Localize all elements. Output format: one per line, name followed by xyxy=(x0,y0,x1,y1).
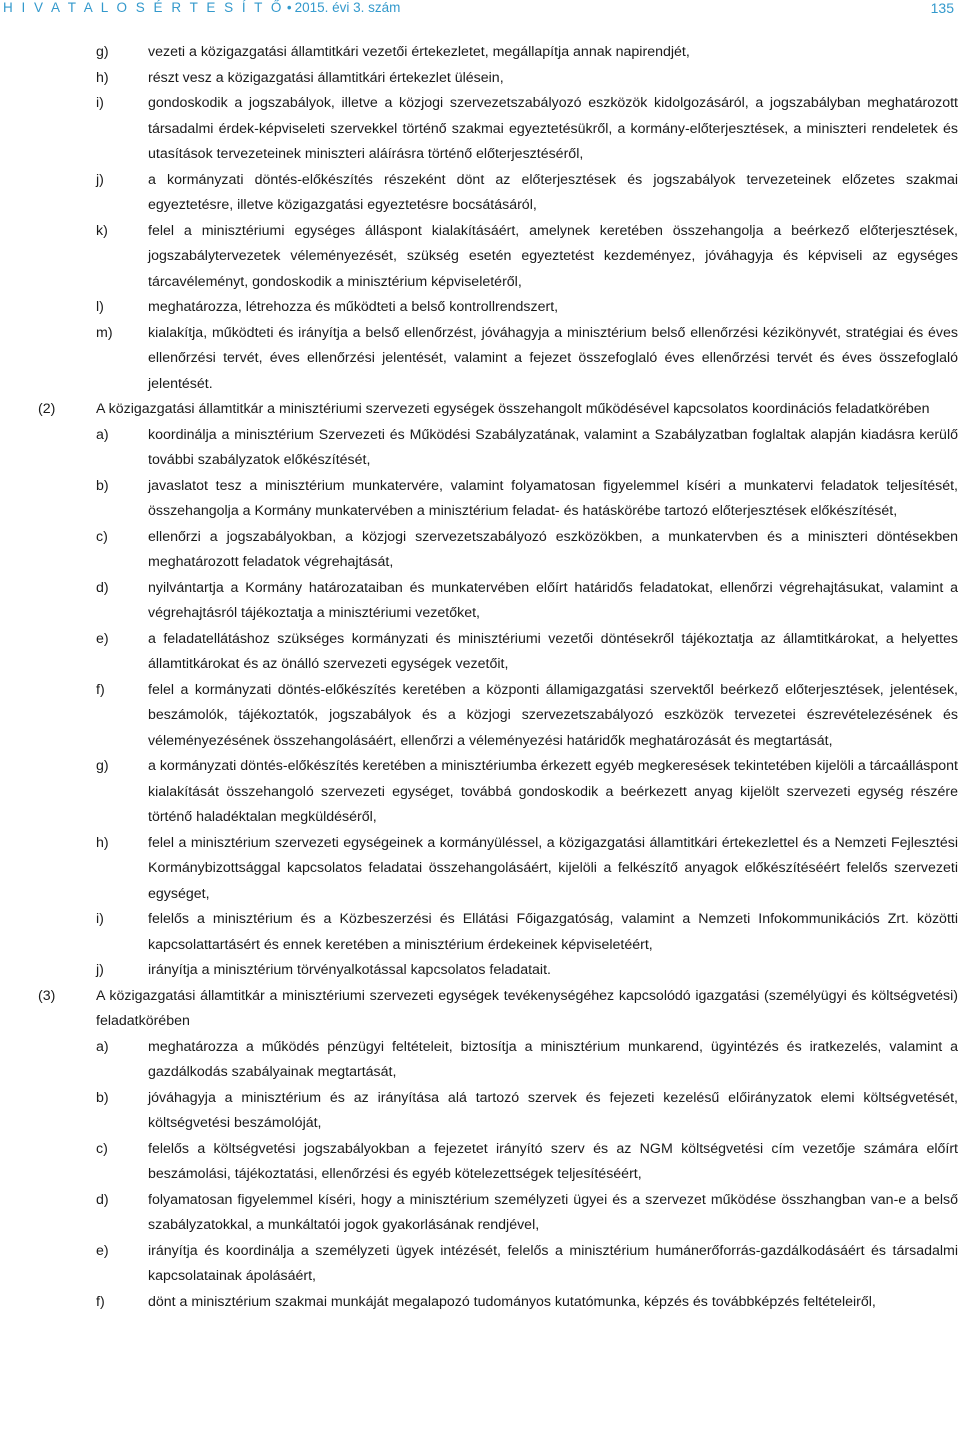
list-item-text: kialakítja, működteti és irányítja a belső ellenőrzést, jóváhagyja a minisztérium belső ellenőrzési kézikönyvét, stratégiai és éves ellenőrzési tervét, éves ellenőrzési jelentését, valamint a fejezet összefoglaló éves ellenőrzési tervét és éves összefoglaló jelentését. xyxy=(148,324,958,392)
list-item-label: l) xyxy=(96,299,104,315)
document-body xyxy=(0,40,960,1315)
list-item xyxy=(0,1086,960,1137)
list-item-text: irányítja a minisztérium törvényalkotással kapcsolatos feladatait. xyxy=(148,962,551,978)
list-item-text: gondoskodik a jogszabályok, illetve a közjogi szervezetszabályozó eszközök kidolgozásáról, a jogszabályban meghatározott társadalmi érdek-képviseleti szervekkel történő szakmai egyeztetésükről, a kormány-előterjesztések, a miniszteri rendeletek és utasítások tervezeteinek miniszteri aláírásra történő előterjesztéséről, xyxy=(148,95,958,162)
list-item-label: j) xyxy=(96,962,104,978)
page-header xyxy=(0,0,960,22)
list-item-label: b) xyxy=(96,477,109,494)
list-item-label: a) xyxy=(96,1038,109,1055)
list-item-label: e) xyxy=(96,630,109,647)
issue-number: 2015. évi 3. szám xyxy=(294,0,401,15)
list-item xyxy=(0,627,960,678)
list-item-label: g) xyxy=(96,44,109,60)
list-item-text: felel a minisztériumi egységes álláspont kialakításáért, amelynek keretében összehangolja a beérkező előterjesztések, jogszabálytervezetek véleményezését, szükség esetén egyeztetést kezdeményez, jóváhagyja és képviseli az egységes tárcavéleményt, gondoskodik a minisztérium képviseletéről, xyxy=(148,222,958,290)
list-item xyxy=(0,1188,960,1239)
list-item-text: felel a minisztérium szervezeti egységeinek a kormányüléssel, a közigazgatási államtitkári értekezlettel és a Nemzeti Fejlesztési Kormánybizottsággal kapcsolatos feladatai összehangolásáért, kijelöli a felkészítő anyagok előkészítéséért felelős szervezeti egységet, xyxy=(148,834,958,902)
list-item-label: m) xyxy=(96,324,113,341)
list-item-text: a feladatellátáshoz szükséges kormányzati és minisztériumi vezetői döntésekről tájékoztatja az államtitkárokat, a helyettes államtitkárokat és az önálló szervezeti egységek vezetőit, xyxy=(148,630,958,672)
header-separator: • xyxy=(286,0,292,15)
list-item-text: a kormányzati döntés-előkészítés részeként dönt az előterjesztések és jogszabályok tervezeteinek előzetes szakmai egyeztetésre, illetve közigazgatási egyeztetésre bocsátásáról, xyxy=(148,171,958,213)
list-item-text: felelős a minisztérium és a Közbeszerzési és Ellátási Főigazgatóság, valamint a Nemzeti Infokommunikációs Zrt. közötti kapcsolattartásért és ennek keretében a minisztérium érdekeinek képviseletéért, xyxy=(148,911,958,953)
list-item-label: j) xyxy=(96,171,104,188)
list-item-label: f) xyxy=(96,681,105,698)
list-item-label: k) xyxy=(96,222,108,239)
list-item-label: a) xyxy=(96,426,109,443)
section-text: A közigazgatási államtitkár a minisztériumi szervezeti egységek tevékenységéhez kapcsolódó igazgatási (személyügyi és költségvetési) feladatkörében xyxy=(96,987,958,1029)
list-item-label: i) xyxy=(96,911,104,927)
section-3 xyxy=(0,984,960,1035)
list-item xyxy=(0,958,960,984)
list-item-text: dönt a minisztérium szakmai munkáját megalapozó tudományos kutatómunka, képzés és továbbképzés feltételeiről, xyxy=(148,1293,876,1310)
section-3-list xyxy=(0,1035,960,1316)
page-number: 135 xyxy=(930,0,954,16)
list-item xyxy=(0,1137,960,1188)
list-item xyxy=(0,907,960,958)
list-item-label: d) xyxy=(96,1191,109,1208)
section-text: A közigazgatási államtitkár a minisztériumi szervezeti egységek összehangolt működésével kapcsolatos koordinációs feladatkörében xyxy=(96,401,930,417)
list-item xyxy=(0,168,960,219)
list-item-text: javaslatot tesz a minisztérium munkatervére, valamint folyamatosan figyelemmel kíséri a munkatervi feladatok teljesítését, összehangolja a Kormány munkatervében a minisztérium feladat- és hatáskörébe tartozó előterjesztések előkészítését, xyxy=(148,477,958,519)
running-header xyxy=(3,0,400,16)
list-item-label: h) xyxy=(96,69,109,86)
list-item-text: folyamatosan figyelemmel kíséri, hogy a minisztérium személyzeti ügyei és a szervezet működése összhangban van-e a belső szabályzatokkal, a munkáltatói jogok gyakorlásának rendjével, xyxy=(148,1191,958,1233)
list-item xyxy=(0,576,960,627)
list-item xyxy=(0,40,960,66)
list-item xyxy=(0,678,960,755)
list-item-label: c) xyxy=(96,1140,108,1157)
list-item xyxy=(0,66,960,92)
list-item-text: jóváhagyja a minisztérium és az irányítása alá tartozó szervek és fejezeti kezelésű előirányzatok elemi költségvetését, költségvetési beszámolóját, xyxy=(148,1089,958,1131)
list-item xyxy=(0,754,960,831)
list-item-label: d) xyxy=(96,579,109,596)
list-item-label: c) xyxy=(96,528,108,545)
list-item xyxy=(0,295,960,321)
publication-title: H I V A T A L O S É R T E S Í T Ő xyxy=(3,0,284,15)
list-item-text: vezeti a közigazgatási államtitkári vezetői értekezletet, megállapítja annak napirendjét, xyxy=(148,44,690,60)
list-item xyxy=(0,91,960,168)
list-item-text: felel a kormányzati döntés-előkészítés keretében a központi államigazgatási szervektől beérkező előterjesztések, jelentések, beszámolók, tájékoztatók, jogszabályok és a közjogi szervezetszabályozó eszközök tervezetei észrevételezésének és véleményezésének összehangolásáért, ellenőrzi a véleményezési határidők meghatározását és megtartását, xyxy=(148,681,958,749)
list-item-label: h) xyxy=(96,834,109,851)
list-item xyxy=(0,1239,960,1290)
list-item xyxy=(0,219,960,296)
list-item-text: irányítja és koordinálja a személyzeti ügyek intézését, felelős a minisztérium humánerőforrás-gazdálkodásáért és társadalmi kapcsolatainak ápolásáért, xyxy=(148,1242,958,1284)
list-item-label: g) xyxy=(96,758,109,774)
section-2 xyxy=(0,397,960,423)
list-item xyxy=(0,1290,960,1316)
list-item-label: b) xyxy=(96,1089,109,1106)
list-item-label: e) xyxy=(96,1242,109,1259)
section-2-list xyxy=(0,423,960,984)
list-item-text: ellenőrzi a jogszabályokban, a közjogi szervezetszabályozó eszközökben, a munkatervben és a miniszteri döntésekben meghatározott feladatok végrehajtását, xyxy=(148,528,958,570)
list-item-text: meghatározza, létrehozza és működteti a belső kontrollrendszert, xyxy=(148,299,559,315)
list-item xyxy=(0,525,960,576)
section-number: (3) xyxy=(38,987,56,1004)
list-item-text: koordinálja a minisztérium Szervezeti és Működési Szabályzatának, valamint a Szabályzatban foglaltak alapján kiadásra kerülő további szabályzatok előkészítését, xyxy=(148,426,958,468)
list-continuation xyxy=(0,40,960,397)
list-item xyxy=(0,423,960,474)
list-item xyxy=(0,1035,960,1086)
list-item-label: i) xyxy=(96,95,104,111)
list-item xyxy=(0,474,960,525)
list-item-text: a kormányzati döntés-előkészítés keretében a minisztériumba érkezett egyéb megkeresések tekintetében kijelöli a tárcaálláspont kialakítását összehangoló szervezeti egységet, továbbá gondoskodik a beérkezett anyag kijelölt szervezeti egység részére történő haladéktalan megküldéséről, xyxy=(148,758,958,825)
list-item-text: felelős a költségvetési jogszabályokban a fejezetet irányító szerv és az NGM költségvetési cím vezetője számára előírt beszámolási, tájékoztatási, ellenőrzési és egyéb kötelezettségek teljesítéséért, xyxy=(148,1140,958,1182)
list-item-text: részt vesz a közigazgatási államtitkári értekezlet ülésein, xyxy=(148,69,504,86)
list-item xyxy=(0,831,960,908)
list-item-label: f) xyxy=(96,1293,105,1310)
list-item-text: nyilvántartja a Kormány határozataiban és munkatervében előírt határidős feladatokat, ellenőrzi végrehajtásukat, valamint a végrehajtásról tájékoztatja a minisztériumi vezetőket, xyxy=(148,579,958,621)
section-number: (2) xyxy=(38,401,56,417)
list-item xyxy=(0,321,960,398)
list-item-text: meghatározza a működés pénzügyi feltételeit, biztosítja a minisztérium munkarend, ügyintézés és iratkezelés, valamint a gazdálkodás szabályainak megtartását, xyxy=(148,1038,958,1080)
